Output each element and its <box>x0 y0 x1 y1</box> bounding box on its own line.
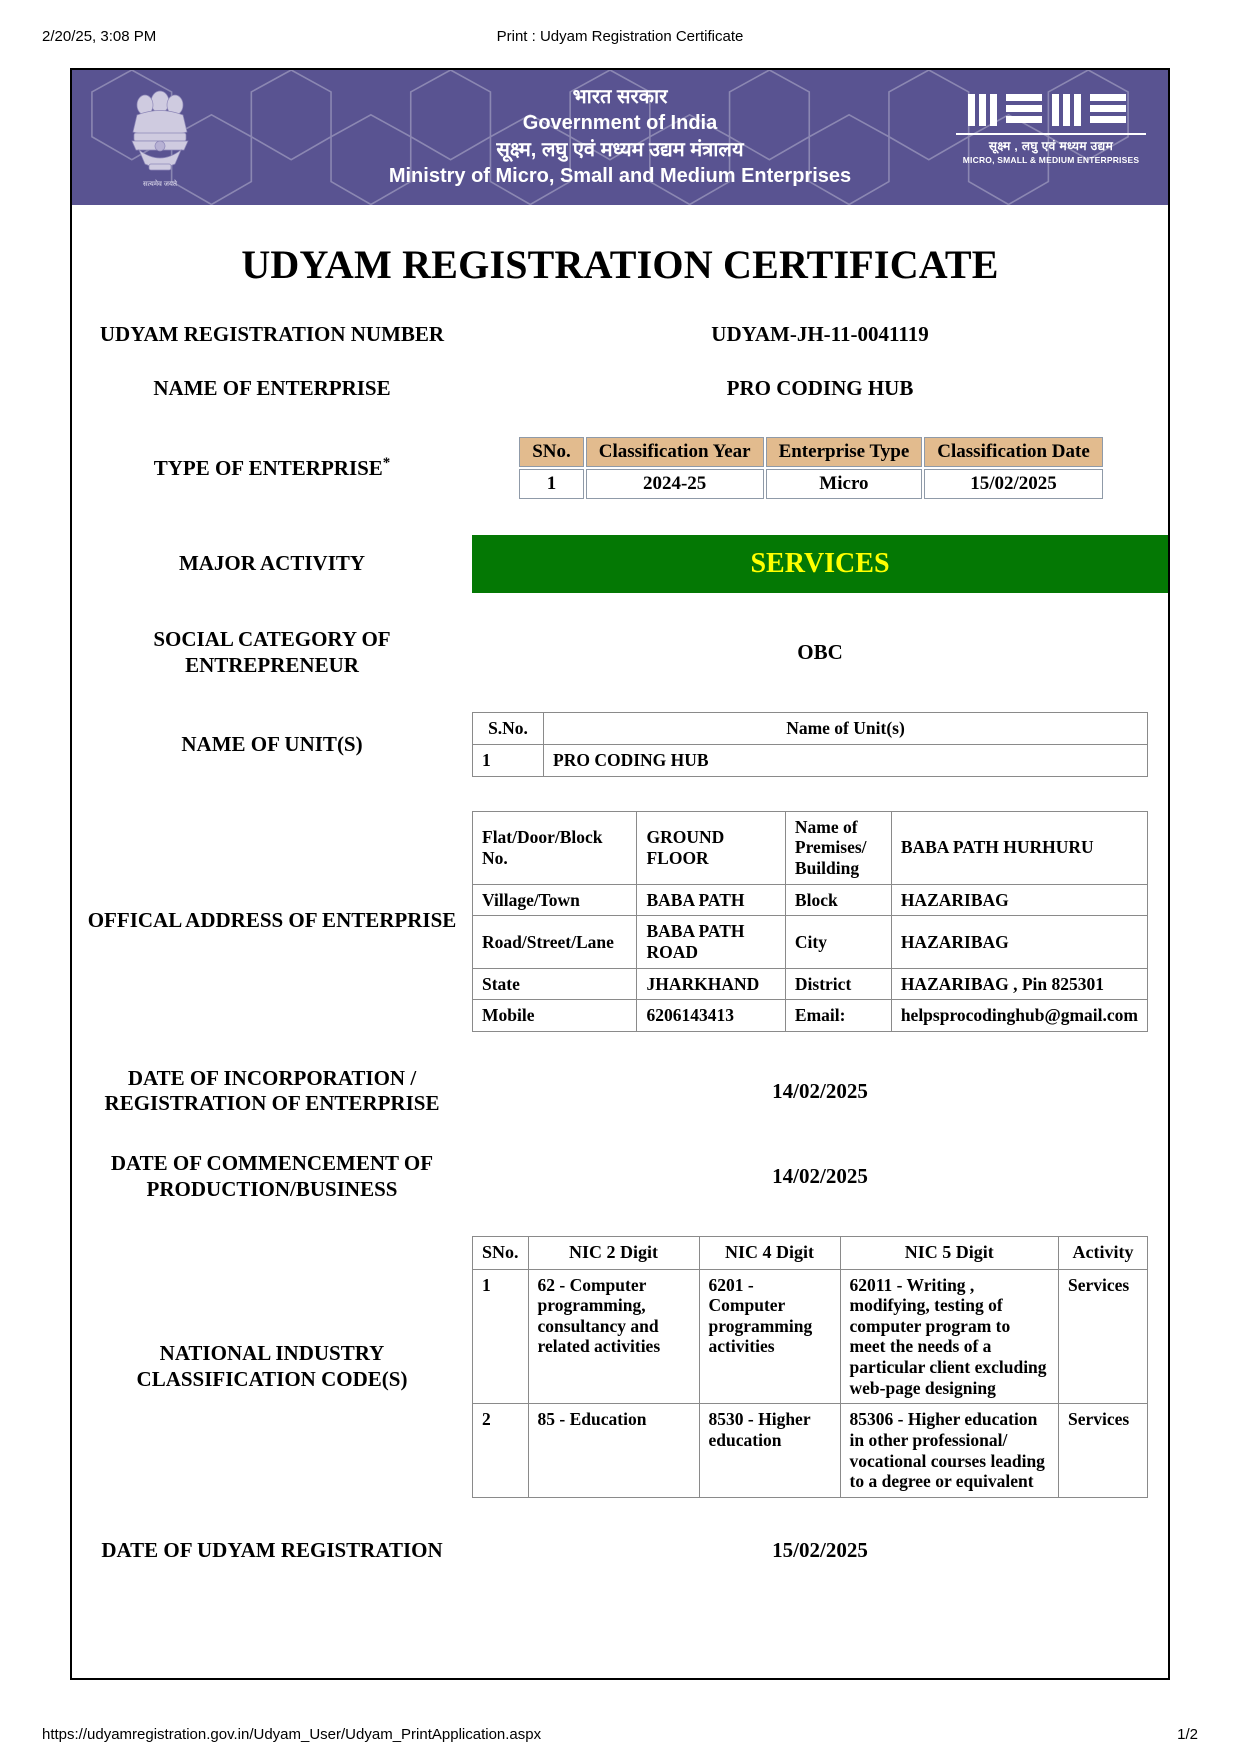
td-unit-sno: 1 <box>473 745 544 777</box>
td-nic-activity: Services <box>1059 1404 1148 1498</box>
td-classification-year: 2024-25 <box>586 469 764 499</box>
td-addr-label-1: Mobile <box>473 1000 637 1032</box>
label-social-category: SOCIAL CATEGORY OF ENTREPRENEUR <box>153 627 391 677</box>
td-addr-label-1: Road/Street/Lane <box>473 916 637 968</box>
td-nic-sno: 2 <box>473 1404 529 1498</box>
td-addr-label-2: Email: <box>785 1000 891 1032</box>
table-row <box>473 745 1148 777</box>
td-nic-5-digit: 85306 - Higher education in other professional/ vocational courses leading to a degree or equivalent <box>840 1404 1058 1498</box>
row-official-address <box>72 811 1168 1032</box>
td-addr-label-2: District <box>785 968 891 1000</box>
table-row <box>473 1404 1148 1498</box>
unit-table <box>472 712 1148 776</box>
msme-logo-english: MICRO, SMALL & MEDIUM ENTERPRISES <box>962 155 1140 165</box>
td-addr-label-2: Block <box>785 884 891 916</box>
banner-english-government: Government of India <box>522 112 718 135</box>
value-social-category: OBC <box>797 640 843 665</box>
address-table <box>472 811 1148 1032</box>
table-row <box>519 469 1103 499</box>
td-addr-label-1: Flat/Door/Block No. <box>473 811 637 884</box>
th-unit-sno: S.No. <box>473 713 544 745</box>
table-header-row <box>519 437 1103 467</box>
label-type-of-enterprise-text: TYPE OF ENTERPRISE <box>153 456 383 481</box>
classification-table <box>517 435 1105 501</box>
td-unit-name: PRO CODING HUB <box>544 745 1148 777</box>
th-nic-2-digit: NIC 2 Digit <box>528 1237 699 1269</box>
th-classification-date: Classification Date <box>924 437 1103 467</box>
row-registration-number <box>72 322 1168 348</box>
th-sno: SNo. <box>519 437 584 467</box>
td-addr-label-2: Name of Premises/ Building <box>785 811 891 884</box>
row-nic-codes <box>72 1236 1168 1498</box>
row-major-activity <box>72 535 1168 593</box>
td-addr-value-2: BABA PATH HURHURU <box>891 811 1147 884</box>
td-addr-value-2: HAZARIBAG , Pin 825301 <box>891 968 1147 1000</box>
table-row <box>473 811 1148 884</box>
table-row <box>473 1000 1148 1032</box>
label-major-activity: MAJOR ACTIVITY <box>178 551 366 576</box>
row-social-category <box>72 627 1168 678</box>
table-row <box>473 1269 1148 1404</box>
value-date-of-incorporation: 14/02/2025 <box>772 1078 868 1103</box>
row-type-of-enterprise <box>72 435 1168 501</box>
td-nic-4-digit: 6201 - Computer programming activities <box>699 1269 840 1404</box>
label-nic-codes: NATIONAL INDUSTRY CLASSIFICATION CODE(S) <box>136 1341 408 1392</box>
td-addr-value-2: HAZARIBAG <box>891 916 1147 968</box>
print-page-number: 1/2 <box>1177 1726 1198 1743</box>
td-addr-label-1: State <box>473 968 637 1000</box>
td-nic-5-digit: 62011 - Writing , modifying, testing of computer program to meet the needs of a particular client excluding web-page designing <box>840 1269 1058 1404</box>
td-classification-date: 15/02/2025 <box>924 469 1103 499</box>
table-header-row <box>473 1237 1148 1269</box>
table-row <box>473 968 1148 1000</box>
nic-table-wrap <box>472 1236 1168 1498</box>
td-nic-2-digit: 62 - Computer programming, consultancy and related activities <box>528 1269 699 1404</box>
td-addr-value-1: BABA PATH ROAD <box>637 916 785 968</box>
msme-wordmark-icon <box>966 88 1136 132</box>
th-classification-year: Classification Year <box>586 437 764 467</box>
print-timestamp: 2/20/25, 3:08 PM <box>42 28 157 45</box>
row-enterprise-name <box>72 376 1168 402</box>
value-date-of-udyam-registration: 15/02/2025 <box>772 1538 868 1563</box>
row-date-of-udyam-registration <box>72 1538 1168 1564</box>
td-addr-value-1: 6206143413 <box>637 1000 785 1032</box>
classification-table-wrap <box>472 435 1168 501</box>
td-addr-value-2: HAZARIBAG <box>891 884 1147 916</box>
nic-table <box>472 1236 1148 1498</box>
svg-text:सत्यमेव जयते: सत्यमेव जयते <box>142 180 177 188</box>
print-url: https://udyamregistration.gov.in/Udyam_User/Udyam_PrintApplication.aspx <box>42 1726 542 1743</box>
label-type-of-enterprise <box>72 454 472 482</box>
td-addr-label-1: Village/Town <box>473 884 637 916</box>
th-nic-4-digit: NIC 4 Digit <box>699 1237 840 1269</box>
address-table-wrap <box>472 811 1168 1032</box>
td-enterprise-type: Micro <box>766 469 923 499</box>
label-date-of-incorporation: DATE OF INCORPORATION / REGISTRATION OF ENTERPRISE <box>104 1065 440 1116</box>
major-activity-wrap <box>472 535 1168 593</box>
td-sno: 1 <box>519 469 584 499</box>
row-date-of-commencement <box>72 1151 1168 1202</box>
msme-logo <box>956 88 1146 165</box>
unit-table-wrap <box>472 712 1168 776</box>
table-row <box>473 916 1148 968</box>
th-nic-activity: Activity <box>1059 1237 1148 1269</box>
td-addr-label-2: City <box>785 916 891 968</box>
td-addr-value-1: GROUND FLOOR <box>637 811 785 884</box>
td-addr-value-2: helpsprocodinghub@gmail.com <box>891 1000 1147 1032</box>
label-registration-number: UDYAM REGISTRATION NUMBER <box>99 322 445 346</box>
label-enterprise-name: NAME OF ENTERPRISE <box>153 375 391 400</box>
td-addr-value-1: JHARKHAND <box>637 968 785 1000</box>
ministry-banner <box>72 70 1168 205</box>
td-nic-4-digit: 8530 - Higher education <box>699 1404 840 1498</box>
label-official-address: OFFICAL ADDRESS OF ENTERPRISE <box>87 908 457 933</box>
certificate-page <box>70 68 1170 1680</box>
th-enterprise-type: Enterprise Type <box>766 437 923 467</box>
th-unit-name: Name of Unit(s) <box>544 713 1148 745</box>
td-addr-value-1: BABA PATH <box>637 884 785 916</box>
banner-hindi-government: भारत सरकार <box>572 86 668 108</box>
td-nic-sno: 1 <box>473 1269 529 1404</box>
page-title: UDYAM REGISTRATION CERTIFICATE <box>241 242 999 287</box>
label-date-of-commencement: DATE OF COMMENCEMENT OF PRODUCTION/BUSINESS <box>110 1151 434 1201</box>
th-nic-sno: SNo. <box>473 1237 529 1269</box>
td-nic-2-digit: 85 - Education <box>528 1404 699 1498</box>
banner-hindi-ministry: सूक्ष्म, लघु एवं मध्यम उद्यम मंत्रालय <box>496 138 744 161</box>
table-header-row <box>473 713 1148 745</box>
td-nic-activity: Services <box>1059 1269 1148 1404</box>
msme-logo-hindi: सूक्ष्म , लघु एवं मध्यम उद्यम <box>956 133 1146 154</box>
value-date-of-commencement: 14/02/2025 <box>772 1164 868 1189</box>
row-date-of-incorporation <box>72 1066 1168 1117</box>
th-nic-5-digit: NIC 5 Digit <box>840 1237 1058 1269</box>
table-row <box>473 884 1148 916</box>
label-date-of-udyam-registration: DATE OF UDYAM REGISTRATION <box>101 1537 443 1562</box>
value-registration-number: UDYAM-JH-11-0041119 <box>711 322 929 347</box>
banner-english-ministry: Ministry of Micro, Small and Medium Enterprises <box>388 165 852 188</box>
major-activity-banner: SERVICES <box>472 535 1168 593</box>
value-enterprise-name: PRO CODING HUB <box>726 375 914 400</box>
print-doc-title: Print : Udyam Registration Certificate <box>496 28 744 45</box>
row-name-of-units <box>72 712 1168 776</box>
label-name-of-units: NAME OF UNIT(S) <box>181 731 363 756</box>
type-asterisk: * <box>382 455 391 472</box>
